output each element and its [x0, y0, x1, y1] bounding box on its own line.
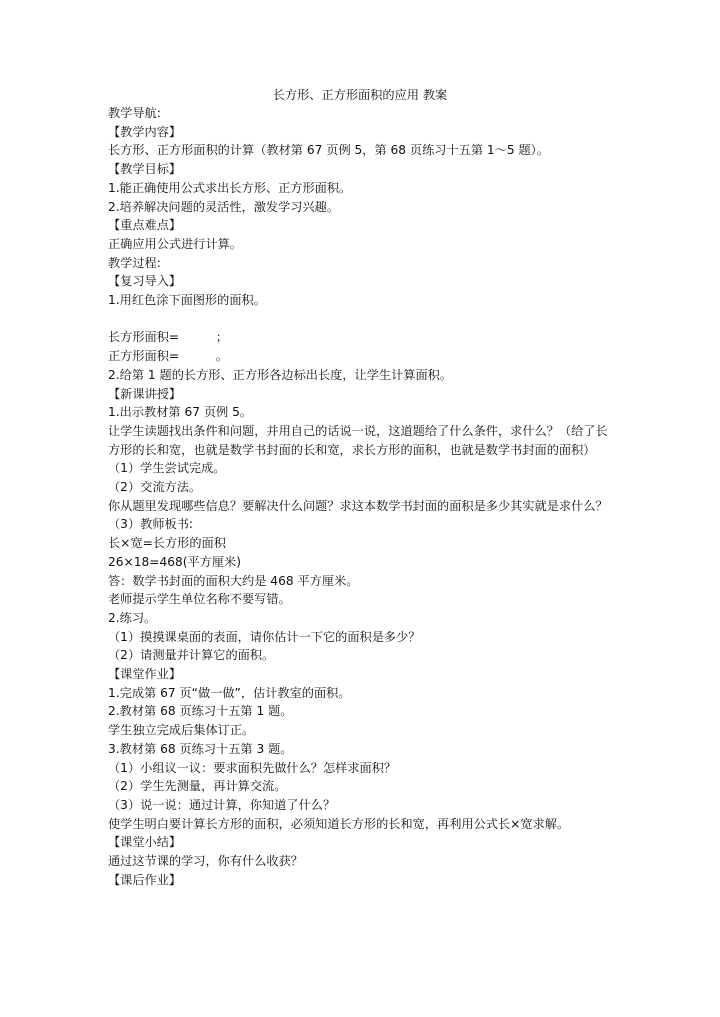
new-lesson-item-1: 1.出示教材第 67 页例 5。 — [108, 405, 253, 420]
step-2-exchange: （2）交流方法。 — [108, 480, 202, 495]
practice-heading: 2.练习。 — [108, 610, 157, 625]
assignment-step-3: （3）说一说：通过计算，你知道了什么？ — [108, 798, 336, 812]
paragraph-key-difficulties: 正确应用公式进行计算。 — [108, 236, 243, 251]
blank-line — [108, 310, 613, 329]
assignment-item-3: 3.教材第 68 页练习十五第 3 题。 — [108, 741, 293, 756]
heading-teaching-content: 【教学内容】 — [108, 124, 182, 139]
answer-line: 答：数学书封面的面积大约是 468 平方厘米。 — [108, 573, 359, 588]
calculation-line: 26×18=468(平方厘米) — [108, 554, 241, 569]
heading-review-introduction: 【复习导入】 — [108, 274, 182, 289]
review-item-2: 2.给第 1 题的长方形、正方形各边标出长度，让学生计算面积。 — [108, 367, 453, 382]
heading-classroom-summary: 【课堂小结】 — [108, 835, 182, 850]
document-title: 长方形、正方形面积的应用 教案 — [272, 88, 448, 102]
heading-key-difficulties: 【重点难点】 — [108, 218, 182, 233]
goal-item-2: 2.培养解决问题的灵活性，激发学习兴趣。 — [108, 199, 340, 214]
practice-item-1: （1）摸摸课桌面的表面，请你估计一下它的面积是多少？ — [108, 629, 421, 644]
step-3-board-writing: （3）教师板书: — [108, 517, 193, 532]
assignment-item-1: 1.完成第 67 页“做一做”，估计教室的面积。 — [108, 685, 351, 700]
step-1-try: （1）学生尝试完成。 — [108, 461, 226, 476]
assignment-summary: 使学生明白要计算长方形的面积，必须知道长方形的长和宽，再利用公式长×宽求解。 — [108, 816, 570, 831]
paragraph-find-information: 你从题里发现哪些信息？要解决什么问题？求这本数学书封面的面积是多少其实就是求什么？ — [108, 498, 608, 513]
formula-rectangle-area: 长×宽=长方形的面积 — [108, 536, 226, 551]
assignment-step-1: （1）小组议一议：要求面积先做什么？怎样求面积？ — [108, 760, 397, 775]
assignment-note: 学生独立完成后集体订正。 — [108, 723, 255, 738]
heading-classroom-assignment: 【课堂作业】 — [108, 667, 182, 682]
square-area-blank: 正方形面积= 。 — [108, 349, 228, 364]
paragraph-teaching-content: 长方形、正方形面积的计算（教材第 67 页例 5，第 68 页练习十五第 1～5 题）。 — [108, 143, 549, 158]
summary-question: 通过这节课的学习，你有什么收获？ — [108, 854, 303, 869]
heading-homework: 【课后作业】 — [108, 872, 182, 887]
practice-item-2: （2）请测量并计算它的面积。 — [108, 648, 275, 663]
rectangle-area-blank: 长方形面积= ； — [108, 330, 228, 345]
goal-item-1: 1.能正确使用公式求出长方形、正方形面积。 — [108, 180, 352, 195]
paragraph-read-question: 让学生读题找出条件和问题，并用自己的话说一说，这道题给了什么条件，求什么？（给了长方形的长和宽，也就是数学书封面的长和宽，求长方形的面积，也就是数学书封面的面积） — [108, 423, 608, 457]
review-item-1: 1.用红色涂下面图形的面积。 — [108, 293, 266, 308]
section-label-teaching-process: 教学过程: — [108, 255, 161, 270]
teacher-reminder: 老师提示学生单位名称不要写错。 — [108, 592, 291, 607]
heading-teaching-goals: 【教学目标】 — [108, 162, 182, 177]
assignment-item-2: 2.教材第 68 页练习十五第 1 题。 — [108, 704, 293, 719]
section-label-teaching-navigation: 教学导航: — [108, 106, 161, 120]
document-body — [108, 104, 613, 890]
heading-new-lesson: 【新课讲授】 — [108, 386, 182, 401]
assignment-step-2: （2）学生先测量，再计算交流。 — [108, 779, 287, 794]
